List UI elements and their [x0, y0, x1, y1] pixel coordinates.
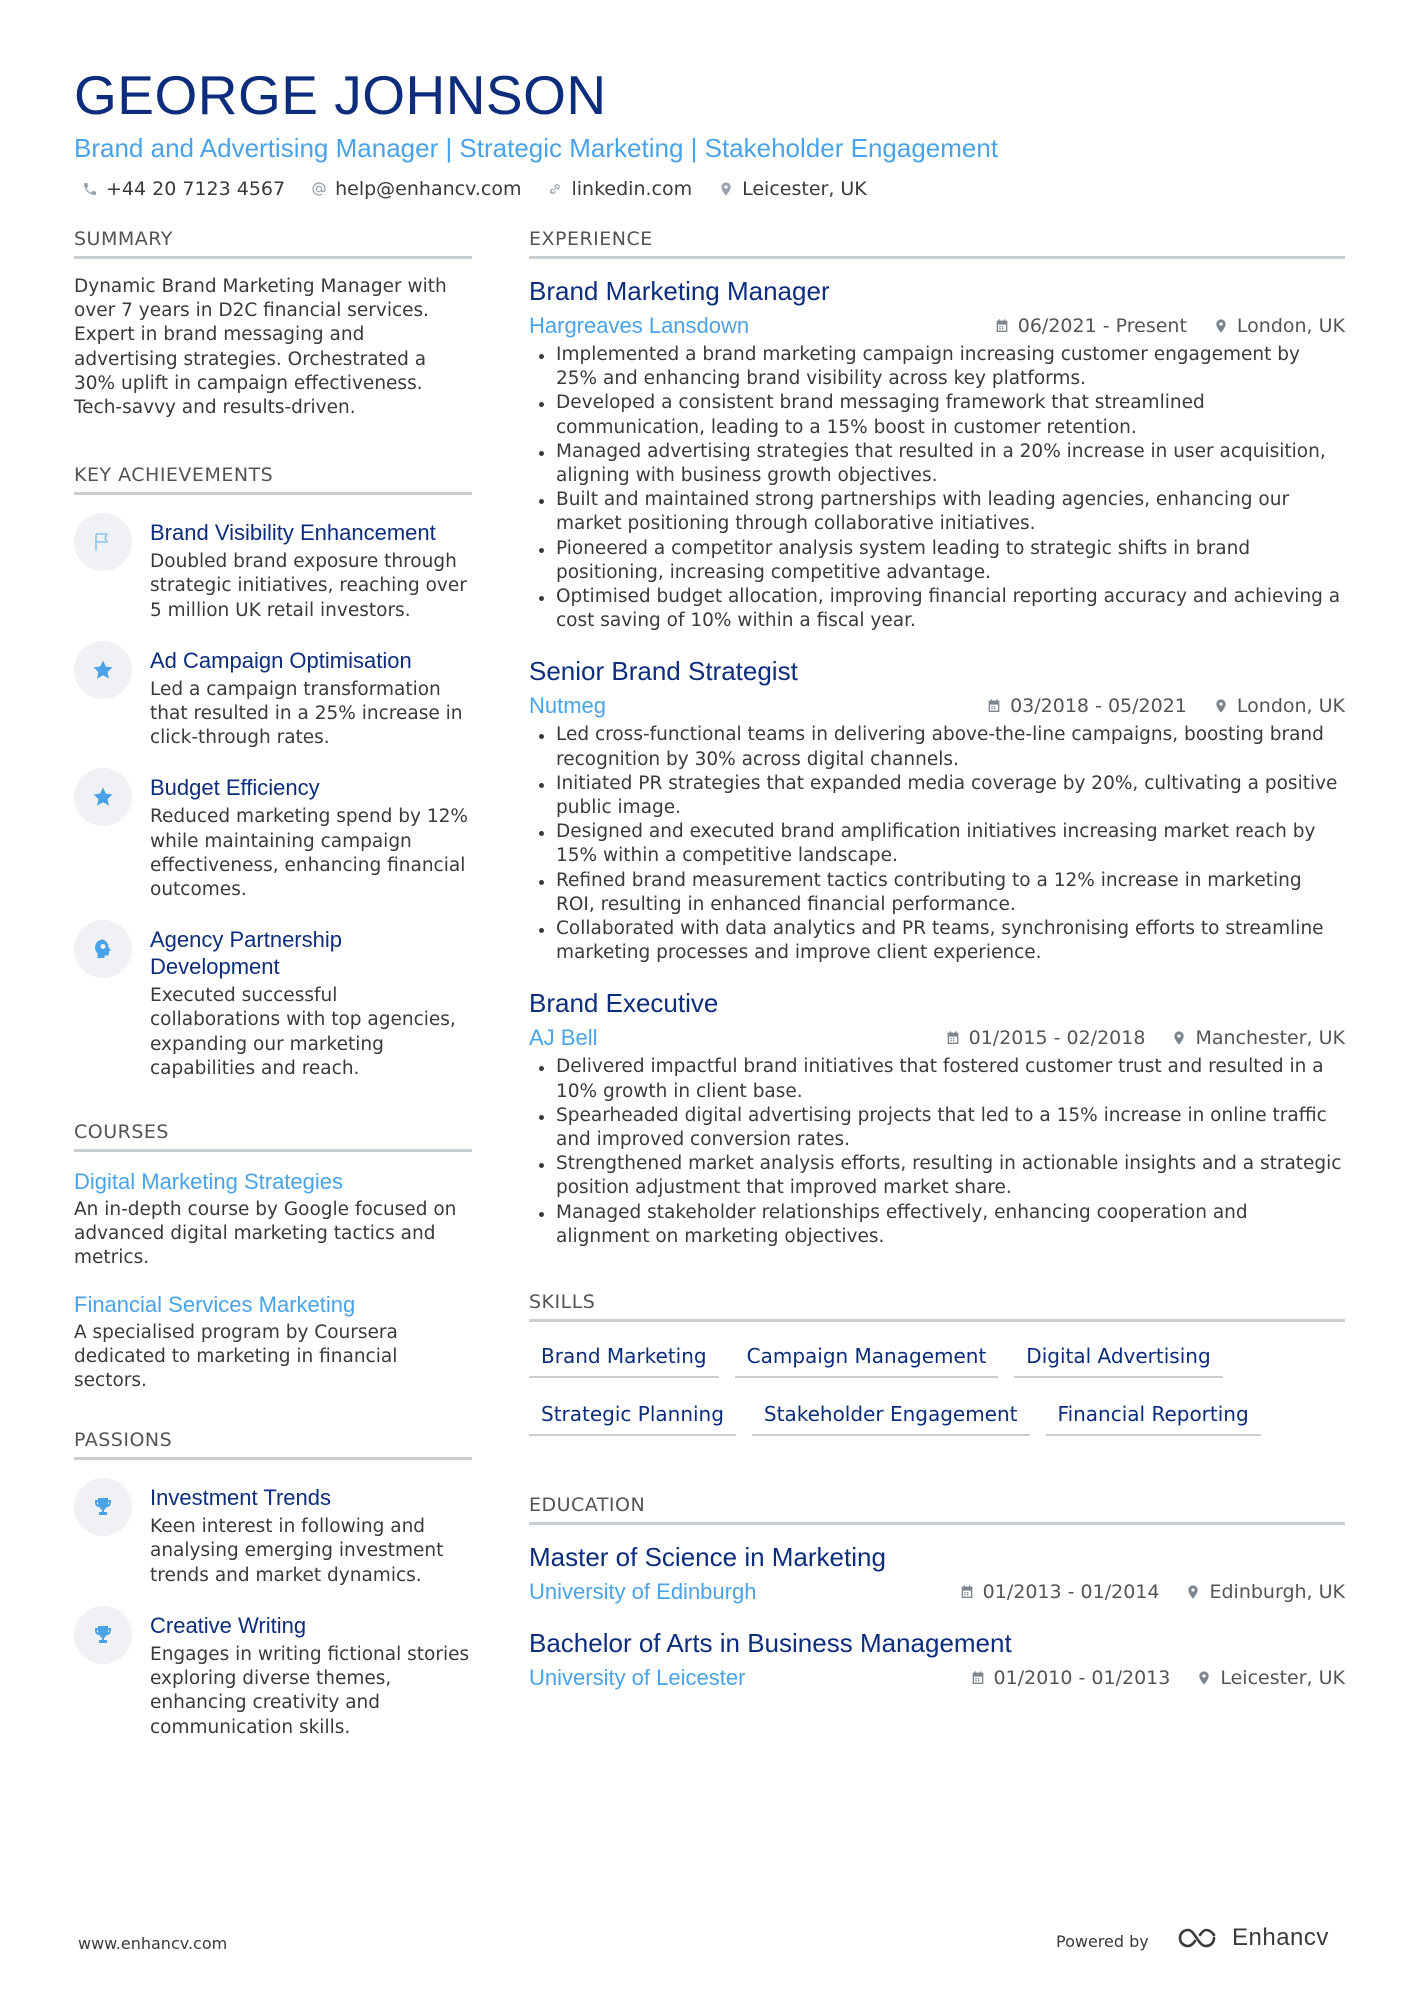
- section-title-passions: PASSIONS: [74, 1429, 472, 1460]
- company-name: AJ Bell: [529, 1025, 598, 1051]
- skill-tag: Campaign Management: [735, 1338, 999, 1378]
- course-desc: A specialised program by Coursera dedicated to marketing in financial sectors.: [74, 1321, 398, 1392]
- job-location-text: Manchester, UK: [1195, 1027, 1345, 1050]
- skills-list: [529, 1338, 1345, 1436]
- achievement-desc: Doubled brand exposure through strategic initiatives, reaching over 5 million UK retail investors.: [150, 551, 467, 621]
- contact-linkedin[interactable]: [547, 178, 692, 200]
- job-dates-text: 06/2021 - Present: [1017, 315, 1187, 337]
- job-dates: [945, 1027, 1146, 1049]
- achievement-item: [74, 647, 472, 751]
- job-meta: [529, 1025, 1345, 1051]
- map-pin-icon: [718, 181, 734, 197]
- school-name: University of Leicester: [529, 1665, 746, 1691]
- courses-section: [74, 1121, 472, 1393]
- job-bullet: Initiated PR strategies that expanded media coverage by 20%, cultivating a positive public image.: [529, 772, 1345, 820]
- job-bullet: Optimised budget allocation, improving financial reporting accuracy and achieving a cost saving of 10% within a fiscal year.: [529, 585, 1345, 633]
- job-location-text: London, UK: [1236, 695, 1345, 718]
- education-meta: [529, 1579, 1345, 1605]
- section-title-courses: COURSES: [74, 1121, 472, 1152]
- achievement-title: Ad Campaign Optimisation: [150, 647, 412, 673]
- education-dates-text: 01/2010 - 01/2013: [993, 1667, 1171, 1690]
- trophy-icon: [91, 1495, 115, 1519]
- brand-logo[interactable]: [1176, 1924, 1329, 1952]
- phone-icon: [82, 181, 98, 197]
- calendar-icon: [986, 698, 1002, 714]
- skill-tag: Brand Marketing: [529, 1338, 719, 1378]
- job-entry: [529, 275, 1345, 633]
- job-bullet: Led cross-functional teams in delivering above-the-line campaigns, boosting brand recognition by 30% across digital channels.: [529, 723, 1345, 771]
- star-icon: [91, 785, 115, 809]
- skill-tag: Financial Reporting: [1046, 1396, 1261, 1436]
- achievement-title: Budget Efficiency: [150, 775, 320, 801]
- job-dates: [994, 315, 1187, 337]
- left-column: [74, 228, 472, 1764]
- job-title: Brand Marketing Manager: [529, 276, 830, 306]
- job-bullets: [529, 1055, 1345, 1249]
- education-section: [529, 1494, 1345, 1691]
- education-location: [1196, 1667, 1345, 1689]
- map-pin-icon: [1213, 318, 1229, 334]
- map-pin-icon: [1213, 698, 1229, 714]
- candidate-headline: Brand and Advertising Manager | Strategic Marketing | Stakeholder Engagement: [74, 133, 999, 163]
- calendar-icon: [970, 1670, 986, 1686]
- education-location-text: Edinburgh, UK: [1209, 1581, 1345, 1604]
- job-bullets: [529, 343, 1345, 633]
- job-bullet: Delivered impactful brand initiatives that fostered customer trust and resulted in a 10% growth in client base.: [529, 1055, 1345, 1103]
- passion-icon-badge: [74, 1606, 132, 1664]
- section-title-experience: EXPERIENCE: [529, 228, 1345, 259]
- job-location: [1213, 695, 1345, 717]
- candidate-name: GEORGE JOHNSON: [74, 64, 607, 126]
- education-entry: [529, 1627, 1345, 1691]
- job-bullet: Designed and executed brand amplification initiatives increasing market reach by 15% within a competitive landscape.: [529, 820, 1345, 868]
- passion-icon-badge: [74, 1478, 132, 1536]
- achievement-item: [74, 926, 472, 1081]
- passion-desc: Keen interest in following and analysing emerging investment trends and market dynamics.: [150, 1516, 444, 1586]
- achievement-title: Brand Visibility Enhancement: [150, 520, 436, 546]
- footer-url[interactable]: www.enhancv.com: [78, 1934, 228, 1953]
- calendar-icon: [945, 1030, 961, 1046]
- education-entry: [529, 1541, 1345, 1605]
- education-location: [1185, 1581, 1345, 1603]
- achievement-icon-badge: [74, 768, 132, 826]
- job-meta: [529, 693, 1345, 719]
- section-title-achievements: KEY ACHIEVEMENTS: [74, 464, 472, 495]
- course-desc: An in-depth course by Google focused on advanced digital marketing tactics and metrics.: [74, 1199, 457, 1269]
- job-bullet: Refined brand measurement tactics contributing to a 12% increase in marketing ROI, resulting in enhanced financial performance.: [529, 869, 1345, 917]
- skills-section: [529, 1291, 1345, 1436]
- brand-name: Enhancv: [1232, 1924, 1329, 1951]
- job-location: [1213, 315, 1345, 337]
- job-bullet: Spearheaded digital advertising projects that led to a 15% increase in online traffic and improved conversion rates.: [529, 1104, 1345, 1152]
- skill-tag: Digital Advertising: [1014, 1338, 1222, 1378]
- passion-desc: Engages in writing fictional stories exploring diverse themes, enhancing creativity and communication skills.: [150, 1643, 470, 1738]
- job-bullet: Built and maintained strong partnerships with leading agencies, enhancing our market positioning through collaborative initiatives.: [529, 488, 1345, 536]
- passion-title: Investment Trends: [150, 1485, 331, 1511]
- job-title: Brand Executive: [529, 988, 719, 1019]
- job-dates: [986, 695, 1187, 717]
- achievement-desc: Led a campaign transformation that resulted in a 25% increase in click-through rates.: [150, 678, 463, 749]
- job-bullet: Developed a consistent brand messaging framework that streamlined communication, leading to a 15% boost in customer retention.: [529, 391, 1345, 439]
- summary-text: Dynamic Brand Marketing Manager with over 7 years in D2C financial services. Expert in brand messaging and advertising strategies. Orchestrated a 30% uplift in campaign effectiveness. Tech-savvy and results-driven.: [74, 276, 447, 419]
- achievement-icon-badge: [74, 641, 132, 699]
- link-icon: [547, 181, 563, 197]
- passion-title: Creative Writing: [150, 1612, 307, 1638]
- job-meta-right: [945, 1027, 1345, 1049]
- section-title-education: EDUCATION: [529, 1494, 1345, 1525]
- map-pin-icon: [1171, 1030, 1187, 1046]
- map-pin-icon: [1196, 1670, 1212, 1686]
- email-text: help@enhancv.com: [335, 178, 522, 200]
- calendar-icon: [959, 1584, 975, 1600]
- degree-title: Bachelor of Arts in Business Management: [529, 1628, 1012, 1659]
- education-meta-right: [970, 1667, 1345, 1689]
- section-title-skills: SKILLS: [529, 1291, 1345, 1322]
- course-title: Financial Services Marketing: [74, 1291, 356, 1317]
- linkedin-text: linkedin.com: [571, 178, 693, 200]
- education-dates: [970, 1667, 1171, 1689]
- course-item: [74, 1168, 472, 1271]
- achievement-icon-badge: [74, 920, 132, 978]
- at-icon: [311, 181, 327, 197]
- job-bullet: Managed stakeholder relationships effectively, enhancing cooperation and alignment on marketing objectives.: [529, 1201, 1345, 1249]
- location-text: Leicester, UK: [742, 178, 867, 200]
- degree-title: Master of Science in Marketing: [529, 1542, 886, 1573]
- school-name: University of Edinburgh: [529, 1579, 757, 1605]
- calendar-icon: [994, 318, 1010, 334]
- job-location: [1171, 1027, 1345, 1049]
- right-column: [529, 228, 1345, 1713]
- map-pin-icon: [1185, 1584, 1201, 1600]
- education-meta-right: [959, 1581, 1345, 1603]
- flag-icon: [91, 530, 115, 554]
- star-icon: [91, 658, 115, 682]
- job-dates-text: 01/2015 - 02/2018: [968, 1027, 1146, 1050]
- skill-tag: Stakeholder Engagement: [752, 1396, 1030, 1436]
- job-location-text: London, UK: [1236, 315, 1345, 337]
- job-entry: [529, 987, 1345, 1249]
- job-meta: [529, 313, 1345, 339]
- passion-item: [74, 1484, 472, 1588]
- achievement-item: [74, 519, 472, 623]
- education-dates: [959, 1581, 1160, 1603]
- contact-email[interactable]: [311, 178, 521, 200]
- achievement-item: [74, 774, 472, 902]
- job-meta-right: [994, 315, 1345, 337]
- job-bullets: [529, 723, 1345, 965]
- job-meta-right: [986, 695, 1345, 717]
- course-item: [74, 1291, 472, 1394]
- job-bullet: Strengthened market analysis efforts, resulting in actionable insights and a strategic position adjustment that improved market share.: [529, 1152, 1345, 1200]
- job-dates-text: 03/2018 - 05/2021: [1010, 695, 1187, 718]
- job-entry: [529, 655, 1345, 965]
- job-bullet: Managed advertising strategies that resulted in a 20% increase in user acquisition, aligning with business growth objectives.: [529, 440, 1345, 488]
- achievement-title: Agency Partnership Development: [150, 927, 342, 980]
- trophy-icon: [91, 1623, 115, 1647]
- education-location-text: Leicester, UK: [1220, 1667, 1345, 1690]
- head-icon: [91, 937, 115, 961]
- contact-location: [718, 178, 867, 200]
- skill-tag: Strategic Planning: [529, 1396, 736, 1436]
- achievement-desc: Executed successful collaborations with top agencies, expanding our marketing capabilities and reach.: [150, 985, 456, 1079]
- contact-phone[interactable]: [82, 178, 285, 200]
- achievements-section: [74, 464, 472, 1081]
- job-bullet: Implemented a brand marketing campaign increasing customer engagement by 25% and enhancing brand visibility across key platforms.: [529, 343, 1345, 391]
- powered-by-label: Powered by: [1056, 1932, 1149, 1951]
- course-title: Digital Marketing Strategies: [74, 1169, 344, 1195]
- phone-text: +44 20 7123 4567: [106, 178, 286, 200]
- experience-section: [529, 228, 1345, 1249]
- contact-bar: [74, 178, 1344, 200]
- education-meta: [529, 1665, 1345, 1691]
- summary-section: [74, 228, 472, 420]
- job-title: Senior Brand Strategist: [529, 656, 798, 687]
- achievement-desc: Reduced marketing spend by 12% while maintaining campaign effectiveness, enhancing financial outcomes.: [150, 806, 468, 901]
- job-bullet: Pioneered a competitor analysis system leading to strategic shifts in brand positioning, increasing competitive advantage.: [529, 537, 1345, 585]
- passion-item: [74, 1612, 472, 1740]
- company-name: Hargreaves Lansdown: [529, 313, 750, 338]
- enhancv-logo-icon: [1176, 1924, 1222, 1952]
- page-footer: [0, 1920, 1410, 1970]
- company-name: Nutmeg: [529, 693, 607, 719]
- achievement-icon-badge: [74, 513, 132, 571]
- education-dates-text: 01/2013 - 01/2014: [982, 1581, 1160, 1604]
- resume-header: [74, 62, 1344, 200]
- job-bullet: Collaborated with data analytics and PR teams, synchronising efforts to streamline marketing processes and improve client experience.: [529, 917, 1345, 965]
- passions-section: [74, 1429, 472, 1739]
- section-title-summary: SUMMARY: [74, 228, 472, 259]
